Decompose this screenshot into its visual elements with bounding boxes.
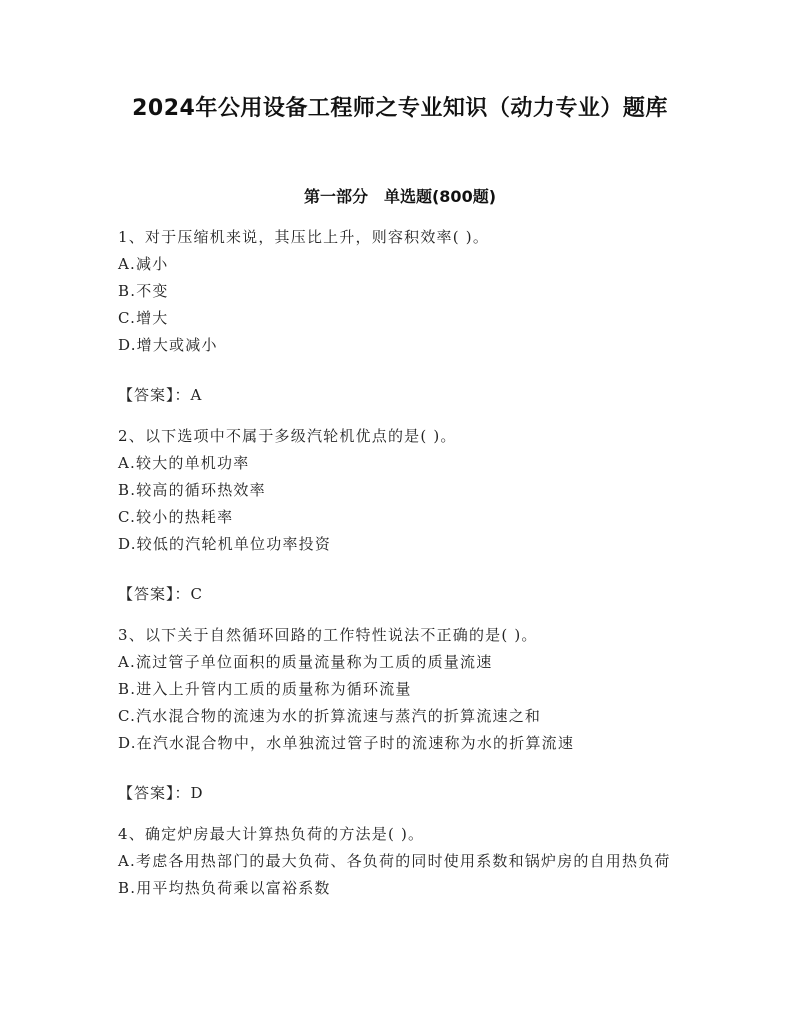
option-d: D.增大或减小	[118, 336, 218, 354]
document-title: 2024年公用设备工程师之专业知识（动力专业）题库	[132, 96, 668, 121]
question-list	[118, 224, 698, 902]
option-d: D.较低的汽轮机单位功率投资	[118, 535, 332, 553]
question-text: 2、以下选项中不属于多级汽轮机优点的是( )。	[118, 427, 457, 445]
answer-value: A	[190, 386, 203, 404]
option-a: A.流过管子单位面积的质量流量称为工质的质量流速	[118, 653, 493, 671]
question-3	[118, 622, 698, 807]
question-4	[118, 821, 698, 902]
question-1	[118, 224, 698, 409]
option-d: D.在汽水混合物中，水单独流过管子时的流速称为水的折算流速	[118, 734, 575, 752]
answer-value: D	[190, 784, 204, 802]
option-b: B.较高的循环热效率	[118, 481, 266, 499]
question-2	[118, 423, 698, 608]
option-b: B.进入上升管内工质的质量称为循环流量	[118, 680, 412, 698]
answer-line	[118, 382, 698, 409]
answer-label: 【答案】：	[118, 784, 191, 802]
answer-label: 【答案】：	[118, 386, 191, 404]
answer-label: 【答案】：	[118, 585, 191, 603]
option-c: C.较小的热耗率	[118, 508, 234, 526]
option-a: A.较大的单机功率	[118, 454, 250, 472]
answer-line	[118, 780, 698, 807]
answer-value: C	[190, 585, 204, 603]
option-c: C.汽水混合物的流速为水的折算流速与蒸汽的折算流速之和	[118, 707, 542, 725]
option-a: A.减小	[118, 255, 169, 273]
option-b: B.不变	[118, 282, 169, 300]
question-text: 4、确定炉房最大计算热负荷的方法是( )。	[118, 825, 425, 843]
section-title: 第一部分 单选题(800题)	[303, 187, 497, 206]
option-a: A.考虑各用热部门的最大负荷、各负荷的同时使用系数和锅炉房的自用热负荷	[118, 852, 671, 870]
option-c: C.增大	[118, 309, 169, 327]
answer-line	[118, 581, 698, 608]
option-b: B.用平均热负荷乘以富裕系数	[118, 879, 331, 897]
question-text: 3、以下关于自然循环回路的工作特性说法不正确的是( )。	[118, 626, 538, 644]
question-text: 1、对于压缩机来说，其压比上升，则容积效率( )。	[118, 228, 490, 246]
